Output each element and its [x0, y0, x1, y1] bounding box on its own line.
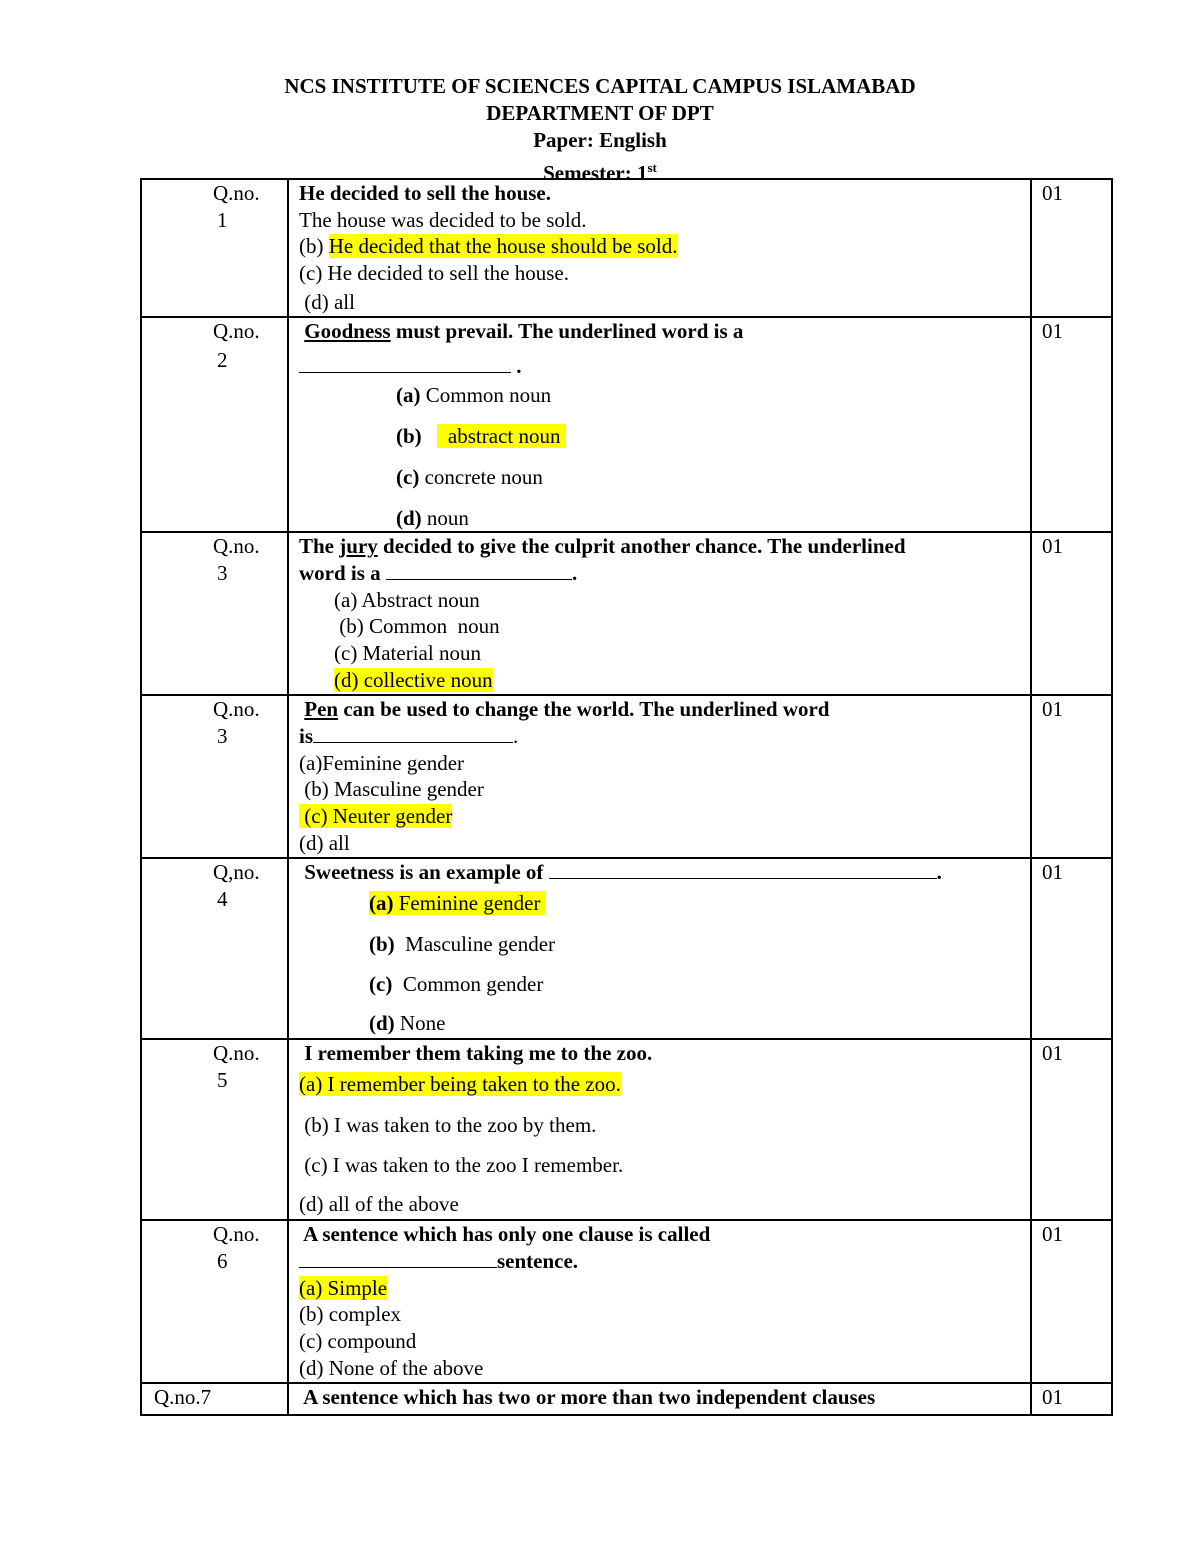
option-c: (c) Material noun — [334, 641, 481, 666]
option-answer: (a) Feminine gender — [369, 890, 546, 915]
marks-cell — [1031, 695, 1112, 858]
option-letter: (c) — [396, 464, 420, 489]
option-b-letter: (b) — [299, 234, 329, 259]
marks-value: 01 — [1042, 319, 1063, 343]
option-d — [369, 1010, 1030, 1037]
option-b — [369, 931, 1030, 958]
option-a — [299, 1071, 1030, 1098]
question-row-2 — [141, 317, 1112, 532]
option-text: None — [394, 1011, 446, 1036]
marks-cell — [1031, 532, 1112, 695]
question-number-label: Q.no. — [213, 1041, 260, 1066]
option-text: noun — [421, 505, 469, 530]
option-a — [369, 890, 1030, 917]
question-number-label: Q.no. — [213, 1222, 260, 1247]
option-b — [396, 423, 1030, 450]
option-text: concrete noun — [419, 464, 543, 489]
question-stem-line2: word is a . — [299, 560, 578, 585]
question-row-7 — [141, 1220, 1112, 1383]
question-number-value: 6 — [217, 1248, 228, 1273]
option-d — [396, 505, 1030, 532]
answer-blank — [549, 860, 937, 879]
question-body-cell — [288, 1220, 1031, 1383]
option-c: (c) I was taken to the zoo I remember. — [299, 1153, 624, 1178]
question-number-cell — [141, 317, 288, 532]
option-c: (c) compound — [299, 1329, 417, 1354]
underlined-word: Pen — [304, 697, 339, 722]
option-b: (b) I was taken to the zoo by them. — [299, 1112, 597, 1137]
question-body-cell — [288, 317, 1031, 532]
marks-value: 01 — [1042, 1041, 1063, 1066]
question-number-cell — [141, 1039, 288, 1220]
semester-label: Semester: 1 — [543, 161, 648, 185]
option-d — [334, 667, 1030, 694]
question-number-label: Q,no. — [213, 860, 260, 885]
question-stem — [299, 318, 1030, 345]
question-stem-line2: sentence. — [299, 1248, 1030, 1275]
marks-cell — [1031, 179, 1112, 317]
option-a — [299, 1275, 1030, 1302]
marks-cell — [1031, 1383, 1112, 1415]
underlined-word: jury — [339, 534, 378, 559]
question-stem-line2: is . — [299, 723, 519, 748]
option-answer: (c) Neuter gender — [299, 804, 453, 829]
option-d: (d) all — [299, 289, 355, 314]
answer-blank — [386, 561, 572, 580]
question-body-cell — [288, 695, 1031, 858]
option-letter: (d) — [369, 1011, 395, 1036]
marks-cell — [1031, 1039, 1112, 1220]
option-a: (a)Feminine gender — [299, 750, 465, 775]
question-stem: Sweetness is an example of . — [304, 860, 942, 885]
question-stem: Pen can be used to change the world. The underlined word — [304, 697, 830, 722]
question-stem: The jury decided to give the culprit another chance. The underlined — [299, 534, 906, 559]
marks-cell — [1031, 1220, 1112, 1383]
question-number-value: 2 — [217, 347, 228, 372]
option-text: Common noun — [420, 383, 552, 408]
option-a: The house was decided to be sold. — [299, 207, 587, 232]
option-d: (d) all — [299, 830, 350, 855]
question-row-8 — [141, 1383, 1112, 1415]
question-row-5 — [141, 858, 1112, 1039]
question-number-cell — [141, 532, 288, 695]
question-number-label: Q.no. — [213, 534, 260, 559]
paper-title: Paper: English — [533, 128, 667, 152]
question-number-label: Q.no.7 — [154, 1385, 212, 1410]
option-letter: (d) — [396, 505, 422, 530]
question-number-cell — [141, 695, 288, 858]
answer-blank — [299, 354, 511, 373]
question-body-cell — [288, 179, 1031, 317]
question-body-cell — [288, 1383, 1031, 1415]
option-answer: (a) Simple — [299, 1275, 388, 1300]
option-b: (b) complex — [299, 1302, 402, 1327]
option-letter: (b) — [396, 424, 422, 449]
question-body-cell — [288, 858, 1031, 1039]
marks-cell — [1031, 317, 1112, 532]
question-number-value: 3 — [217, 560, 228, 585]
option-letter: (a) — [396, 383, 421, 408]
marks-value: 01 — [1042, 860, 1063, 885]
option-letter: (c) — [369, 972, 393, 997]
option-text: Common gender — [392, 972, 544, 997]
institute-title: NCS INSTITUTE OF SCIENCES CAPITAL CAMPUS ISLAMABAD — [284, 74, 916, 98]
question-row-1 — [141, 179, 1112, 317]
question-stem: I remember them taking me to the zoo. — [299, 1041, 653, 1066]
department-title: DEPARTMENT OF DPT — [486, 101, 714, 125]
option-b-answer: He decided that the house should be sold. — [328, 234, 678, 259]
question-stem: A sentence which has only one clause is called — [299, 1222, 711, 1247]
option-letter: (b) — [369, 931, 395, 956]
question-stem-rest: must prevail. The underlined word is a — [390, 319, 744, 343]
question-stem-end: . — [511, 353, 522, 378]
question-number-cell — [141, 179, 288, 317]
question-number-value: 1 — [217, 207, 228, 232]
option-a — [396, 382, 1030, 409]
option-answer: abstract noun — [437, 424, 566, 449]
marks-cell — [1031, 858, 1112, 1039]
question-number-label: Q.no. — [213, 181, 260, 205]
question-number-label: Q.no. — [213, 319, 260, 343]
question-stem: He decided to sell the house. — [299, 181, 551, 205]
question-row-6 — [141, 1039, 1112, 1220]
marks-value: 01 — [1042, 1222, 1063, 1247]
option-c — [396, 464, 1030, 491]
option-a: (a) Abstract noun — [334, 587, 480, 612]
option-answer: (a) I remember being taken to the zoo. — [299, 1071, 621, 1096]
option-c: (c) He decided to sell the house. — [299, 261, 569, 286]
option-d: (d) all of the above — [299, 1192, 459, 1217]
marks-value: 01 — [1042, 534, 1063, 559]
option-text: Masculine gender — [394, 931, 556, 956]
option-answer: (d) collective noun — [334, 667, 493, 692]
answer-blank — [313, 724, 513, 743]
marks-value: 01 — [1042, 697, 1063, 722]
semester-superscript: st — [647, 160, 657, 175]
question-body-cell — [288, 532, 1031, 695]
answer-blank — [299, 1249, 497, 1268]
option-b: (b) Masculine gender — [299, 777, 484, 802]
option-b: (b) Common noun — [334, 614, 500, 639]
question-stem-blank — [299, 353, 1030, 380]
marks-value: 01 — [1042, 181, 1063, 205]
question-number-value: 5 — [217, 1067, 228, 1092]
question-number-cell — [141, 858, 288, 1039]
question-table — [140, 178, 1113, 1416]
question-number-value: 3 — [217, 723, 228, 748]
underlined-word: Goodness — [304, 319, 391, 343]
question-number-cell — [141, 1220, 288, 1383]
question-number-value: 4 — [217, 886, 228, 911]
option-c — [299, 803, 1030, 830]
question-stem: A sentence which has two or more than two independent clauses — [299, 1385, 876, 1410]
marks-value: 01 — [1042, 1385, 1063, 1410]
option-d: (d) None of the above — [299, 1355, 484, 1380]
question-number-cell — [141, 1383, 288, 1415]
question-row-3 — [141, 532, 1112, 695]
question-number-label: Q.no. — [213, 697, 260, 722]
option-b — [299, 233, 1030, 260]
question-row-4 — [141, 695, 1112, 858]
option-c — [369, 971, 1030, 998]
question-body-cell — [288, 1039, 1031, 1220]
